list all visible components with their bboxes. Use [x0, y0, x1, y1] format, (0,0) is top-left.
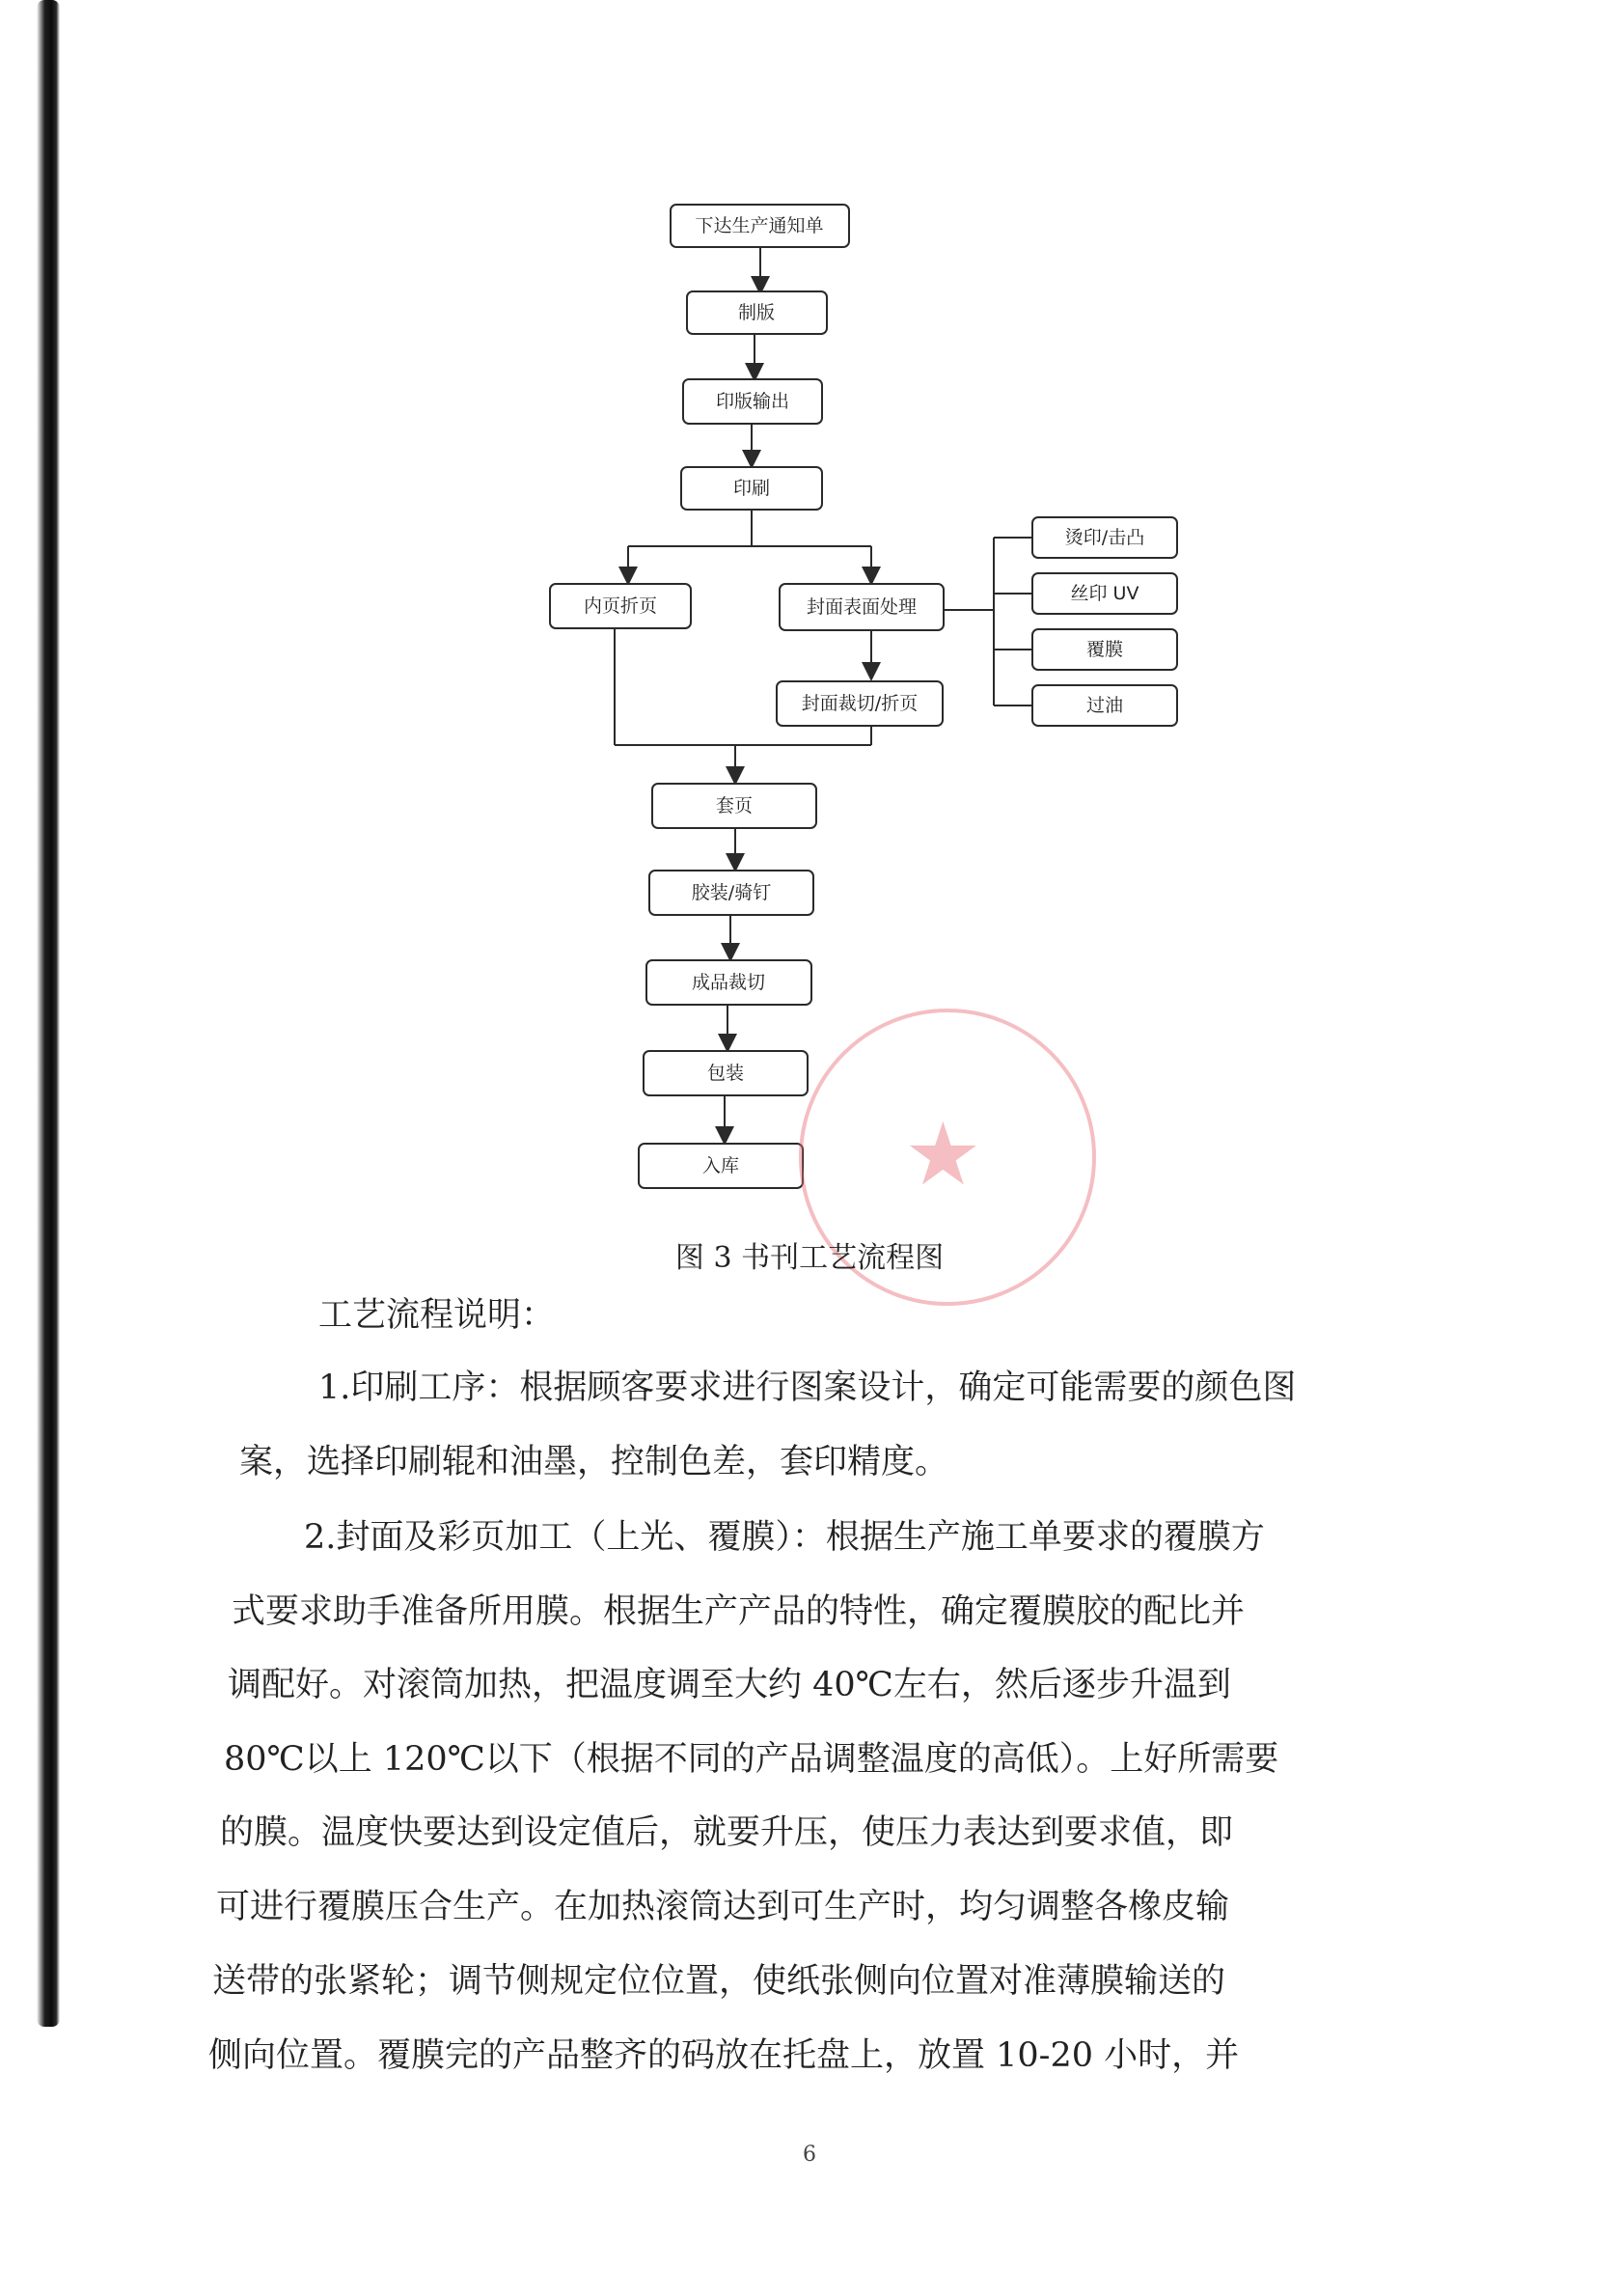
page-number: 6 — [803, 2143, 816, 2167]
step-inner-page-fold-label: 内页折页 — [583, 595, 658, 617]
step-production-notice — [671, 205, 849, 247]
section-heading: 工艺流程说明： — [318, 1296, 556, 1335]
step-silk-uv — [1032, 573, 1177, 614]
step-collate — [652, 784, 816, 828]
step-final-trim — [646, 960, 811, 1005]
paragraph-line: 可进行覆膜压合生产。在加热滚筒达到可生产时，均匀调整各橡皮输 — [216, 1888, 1230, 1926]
paragraph-line: 2.封面及彩页加工（上光、覆膜）：根据生产施工单要求的覆膜方 — [304, 1518, 1265, 1557]
step-printing-label: 印刷 — [732, 478, 771, 499]
paragraph-line: 侧向位置。覆膜完的产品整齐的码放在托盘上，放置 10-20 小时，并 — [208, 2036, 1240, 2075]
paragraph-line: 式要求助手准备所用膜。根据生产产品的特性，确定覆膜胶的配比并 — [232, 1592, 1246, 1631]
step-plate-output — [683, 379, 822, 424]
step-final-trim-label: 成品裁切 — [691, 972, 766, 993]
paragraph-line: 案，选择印刷辊和油墨，控制色差，套印精度。 — [239, 1443, 949, 1481]
step-binding — [649, 871, 813, 915]
step-hot-stamp — [1032, 517, 1177, 558]
step-laminate — [1032, 629, 1177, 670]
step-varnish — [1032, 685, 1177, 726]
figure-caption-title: 书刊工艺流程图 — [741, 1241, 945, 1275]
step-packing-label: 包装 — [706, 1063, 745, 1084]
paragraph-line: 1.印刷工序：根据顾客要求进行图案设计，确定可能需要的颜色图 — [318, 1369, 1297, 1407]
paragraph-line: 80℃以上 120℃以下（根据不同的产品调整温度的高低）。上好所需要 — [224, 1740, 1279, 1779]
step-packing — [644, 1051, 808, 1095]
paragraph-line: 的膜。温度快要达到设定值后，就要升压，使压力表达到要求值，即 — [220, 1813, 1234, 1852]
step-plate-making — [687, 291, 827, 334]
figure-caption-number: 图 3 — [674, 1241, 732, 1275]
step-hot-stamp-label: 烫印/击凸 — [1064, 527, 1145, 548]
step-production-notice-label: 下达生产通知单 — [695, 215, 824, 236]
paragraph-line: 调配好。对滚筒加热，把温度调至大约 40℃左右，然后逐步升温到 — [228, 1666, 1231, 1704]
step-cover-cut-fold — [777, 681, 943, 726]
figure-caption — [0, 1233, 1619, 1276]
step-collate-label: 套页 — [715, 795, 754, 816]
step-cover-surface-label: 封面表面处理 — [806, 596, 918, 618]
step-warehouse-label: 入库 — [701, 1155, 740, 1176]
step-inner-page-fold — [550, 584, 691, 628]
step-binding-label: 胶装/骑钉 — [691, 882, 772, 903]
step-plate-output-label: 印版输出 — [715, 391, 790, 412]
step-laminate-label: 覆膜 — [1085, 639, 1124, 660]
step-printing — [681, 467, 822, 510]
step-cover-cut-fold-label: 封面裁切/折页 — [801, 693, 919, 714]
step-varnish-label: 过油 — [1085, 695, 1124, 716]
step-cover-surface — [780, 584, 944, 630]
step-plate-making-label: 制版 — [737, 302, 776, 323]
seal-star-icon: ★ — [904, 1104, 982, 1205]
step-silk-uv-label: 丝印 UV — [1070, 583, 1139, 604]
paragraph-line: 送带的张紧轮；调节侧规定位位置，使纸张侧向位置对准薄膜输送的 — [212, 1962, 1226, 2001]
step-warehouse — [639, 1144, 803, 1188]
